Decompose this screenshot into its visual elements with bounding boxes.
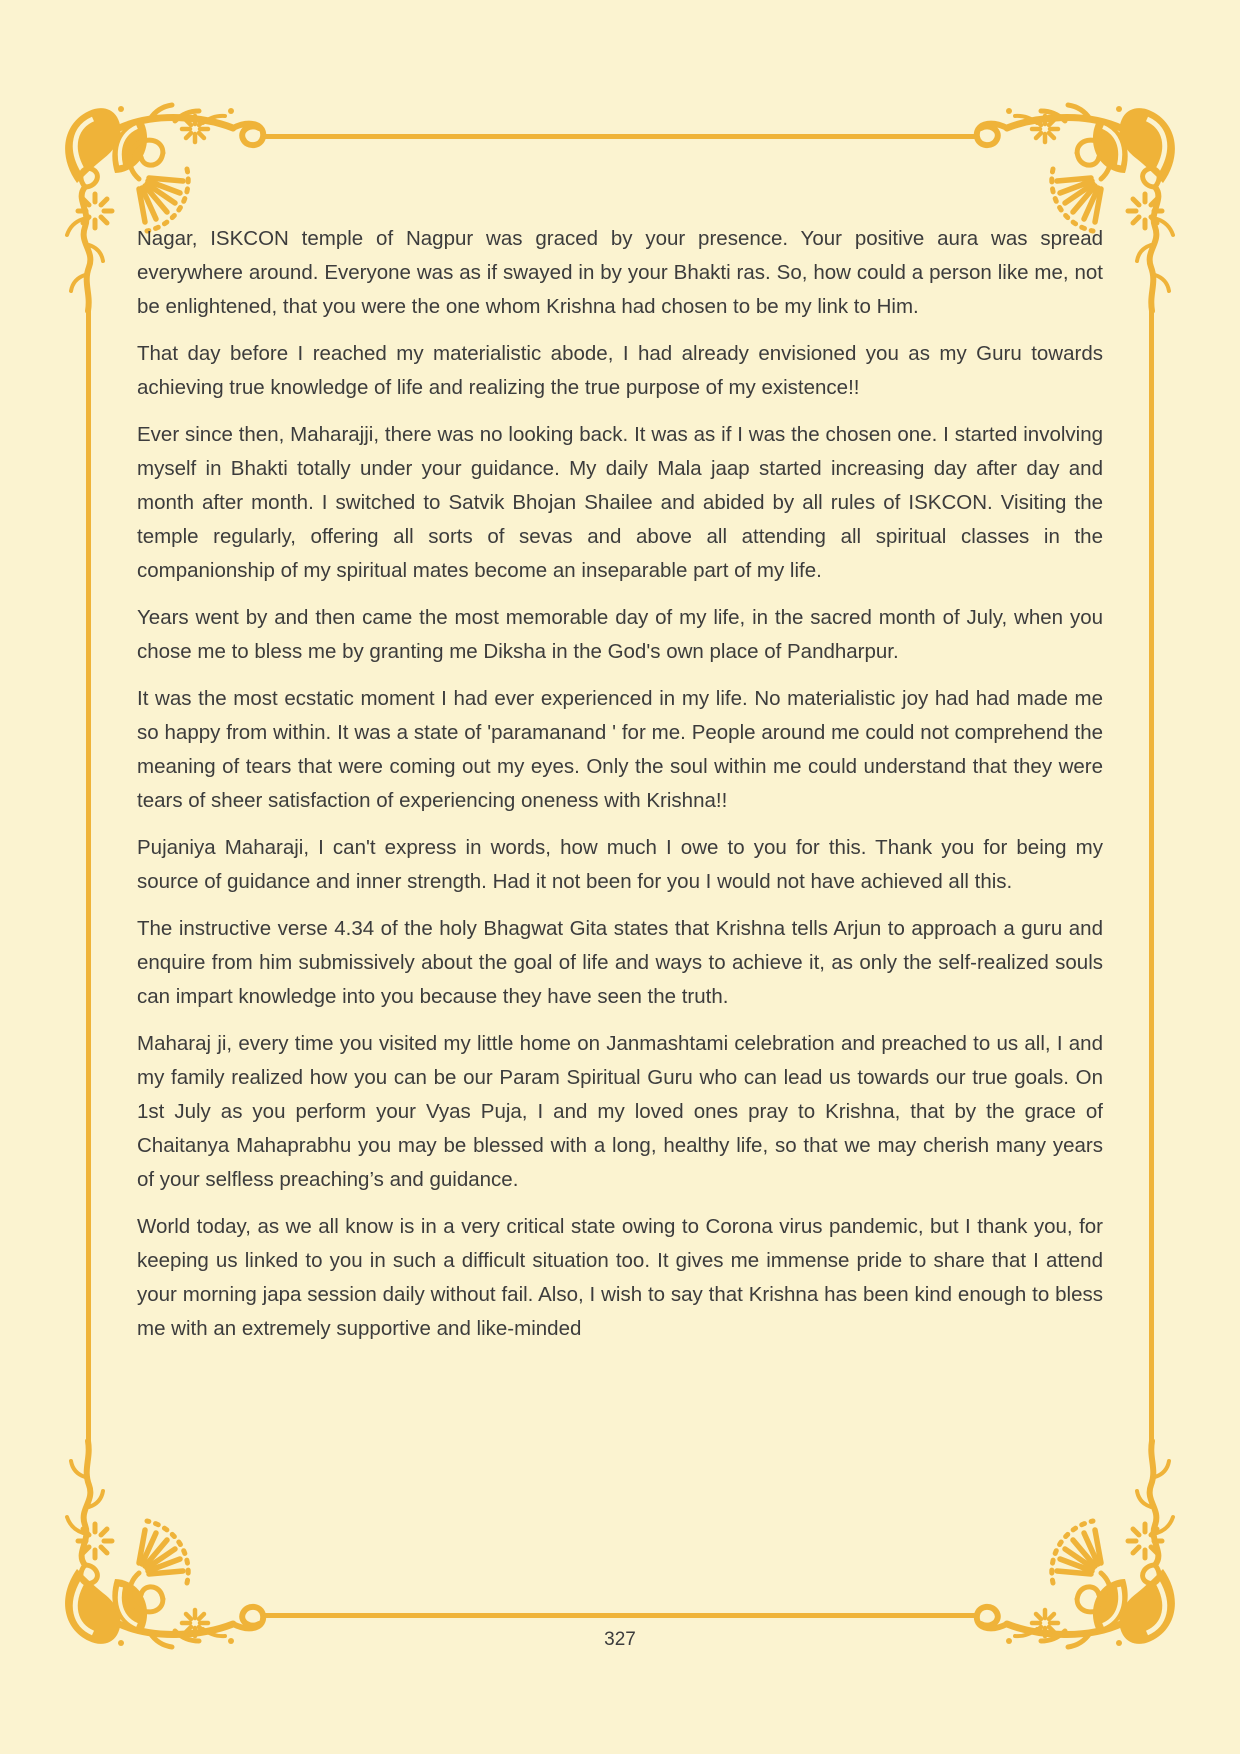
corner-ornament-bottom-right <box>965 1437 1185 1657</box>
body-paragraph-3: Ever since then, Maharajji, there was no looking back. It was as if I was the chosen one. I started involving myself in Bhakti totally under your guidance. My daily Mala jaap started increasing day after day and month after month. I switched to Satvik Bhojan Shailee and abided by all rules of ISKCON. Visiting the temple regularly, offering all sorts of sevas and above all attending all spiritual classes in the companionship of my spiritual mates become an inseparable part of my life. <box>137 423 1103 582</box>
body-paragraph-4: Years went by and then came the most memorable day of my life, in the sacred month of July, when you chose me to bless me by granting me Diksha in the God's own place of Pandharpur. <box>137 606 1103 663</box>
border-line-left <box>86 308 91 1445</box>
corner-ornament-bottom-left <box>55 1437 275 1657</box>
page-number: 327 <box>604 1629 636 1650</box>
border-line-top <box>263 134 977 139</box>
border-line-bottom <box>263 1613 977 1618</box>
body-paragraph-6: Pujaniya Maharaji, I can't express in words, how much I owe to you for this. Thank you for being my source of guidance and inner strength. Had it not been for you I would not have achieved all this. <box>137 836 1103 893</box>
body-paragraph-8: Maharaj ji, every time you visited my little home on Janmashtami celebration and preached to us all, I and my family realized how you can be our Param Spiritual Guru who can lead us towards our true goals. On 1st July as you perform your Vyas Puja, I and my loved ones pray to Krishna, that by the grace of Chaitanya Mahaprabhu you may be blessed with a long, healthy life, so that we may cherish many years of your selfless preaching’s and guidance. <box>137 1032 1103 1191</box>
body-paragraph-9: World today, as we all know is in a very critical state owing to Corona virus pandemic, but I thank you, for keeping us linked to you in such a difficult situation too. It gives me immense pride to share that I attend your morning japa session daily without fail. Also, I wish to say that Krishna has been kind enough to bless me with an extremely supportive and like-minded <box>137 1215 1103 1340</box>
body-paragraph-7: The instructive verse 4.34 of the holy Bhagwat Gita states that Krishna tells Arjun to approach a guru and enquire from him submissively about the goal of life and ways to achieve it, as only the self-realized souls can impart knowledge into you because they have seen the truth. <box>137 917 1103 1008</box>
border-line-right <box>1149 308 1154 1445</box>
page-text-block <box>137 222 1103 1359</box>
body-paragraph-1: Nagar, ISKCON temple of Nagpur was graced by your presence. Your positive aura was spread everywhere around. Everyone was as if swayed in by your Bhakti ras. So, how could a person like me, not be enlightened, that you were the one whom Krishna had chosen to be my link to Him. <box>137 227 1103 318</box>
body-paragraph-5: It was the most ecstatic moment I had ever experienced in my life. No materialistic joy had had made me so happy from within. It was a state of 'paramanand ' for me. People around me could not comprehend the meaning of tears that were coming out my eyes. Only the soul within me could understand that they were tears of sheer satisfaction of experiencing oneness with Krishna!! <box>137 687 1103 812</box>
body-paragraph-2: That day before I reached my materialistic abode, I had already envisioned you as my Guru towards achieving true knowledge of life and realizing the true purpose of my existence!! <box>137 342 1103 399</box>
